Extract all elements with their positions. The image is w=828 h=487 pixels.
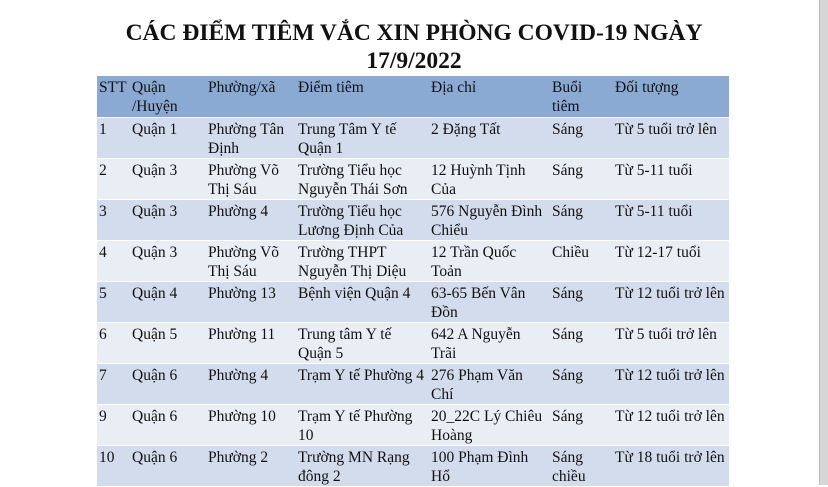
- cell-address: 576 Nguyễn Đình Chiểu: [429, 200, 550, 241]
- cell-session: Sáng: [550, 405, 613, 446]
- cell-session: Sáng: [550, 282, 613, 323]
- cell-stt: 9: [97, 405, 130, 446]
- cell-target-group: Từ 5 tuổi trở lên: [613, 323, 729, 364]
- cell-district: Quận 3: [130, 200, 206, 241]
- cell-site: Trung Tâm Y tế Quận 1: [296, 118, 429, 159]
- title-line-1: CÁC ĐIỂM TIÊM VẮC XIN PHÒNG COVID-19 NGÀY: [125, 20, 703, 46]
- cell-session: Sáng: [550, 200, 613, 241]
- cell-ward: Phường 4: [206, 200, 296, 241]
- cell-ward: Phường Võ Thị Sáu: [206, 241, 296, 282]
- cell-session: Sáng: [550, 159, 613, 200]
- header-site: Điểm tiêm: [296, 76, 429, 118]
- cell-site: Trạm Y tế Phường 10: [296, 405, 429, 446]
- table-header-row: [97, 76, 729, 118]
- cell-stt: 1: [97, 118, 130, 159]
- cell-session: Sáng: [550, 118, 613, 159]
- cell-ward: Phường 4: [206, 364, 296, 405]
- header-session: Buổi tiêm: [550, 76, 613, 118]
- cell-ward: Phường 11: [206, 323, 296, 364]
- cell-site: Trung tâm Y tế Quận 5: [296, 323, 429, 364]
- cell-stt: 5: [97, 282, 130, 323]
- cell-stt: 10: [97, 446, 130, 487]
- table-row: [97, 323, 729, 364]
- cell-site: Trạm Y tế Phường 4: [296, 364, 429, 405]
- cell-address: 642 A Nguyễn Trãi: [429, 323, 550, 364]
- header-address: Địa chỉ: [429, 76, 550, 118]
- cell-target-group: Từ 12 tuổi trở lên: [613, 282, 729, 323]
- cell-target-group: Từ 12 tuổi trở lên: [613, 364, 729, 405]
- cell-session: Sáng: [550, 364, 613, 405]
- cell-stt: 7: [97, 364, 130, 405]
- table-row: [97, 282, 729, 323]
- cell-district: Quận 6: [130, 405, 206, 446]
- table-row: [97, 405, 729, 446]
- cell-ward: Phường Tân Định: [206, 118, 296, 159]
- cell-district: Quận 6: [130, 364, 206, 405]
- cell-address: 2 Đặng Tất: [429, 118, 550, 159]
- cell-session: Sáng: [550, 323, 613, 364]
- cell-site: Trường MN Rạng đông 2: [296, 446, 429, 487]
- cell-site: Trường Tiểu học Lương Định Của: [296, 200, 429, 241]
- cell-stt: 3: [97, 200, 130, 241]
- cell-district: Quận 3: [130, 159, 206, 200]
- cell-address: 12 Trần Quốc Toản: [429, 241, 550, 282]
- cell-site: Bệnh viện Quận 4: [296, 282, 429, 323]
- cell-target-group: Từ 12 tuổi trở lên: [613, 405, 729, 446]
- table-row: [97, 200, 729, 241]
- cell-target-group: Từ 5-11 tuổi: [613, 159, 729, 200]
- cell-district: Quận 1: [130, 118, 206, 159]
- table-row: [97, 364, 729, 405]
- cell-stt: 6: [97, 323, 130, 364]
- cell-address: 276 Phạm Văn Chí: [429, 364, 550, 405]
- cell-ward: Phường 2: [206, 446, 296, 487]
- cell-stt: 4: [97, 241, 130, 282]
- cell-target-group: Từ 18 tuổi trở lên: [613, 446, 729, 487]
- cell-ward: Phường 13: [206, 282, 296, 323]
- cell-session: Sáng chiều: [550, 446, 613, 487]
- cell-ward: Phường 10: [206, 405, 296, 446]
- cell-district: Quận 5: [130, 323, 206, 364]
- table-row: [97, 446, 729, 487]
- cell-session: Chiều: [550, 241, 613, 282]
- cell-district: Quận 3: [130, 241, 206, 282]
- cell-site: Trường Tiểu học Nguyễn Thái Sơn: [296, 159, 429, 200]
- page-title: [0, 19, 828, 75]
- cell-target-group: Từ 5 tuổi trở lên: [613, 118, 729, 159]
- header-stt: STT: [97, 76, 130, 118]
- table-row: [97, 118, 729, 159]
- header-ward: Phường/xã: [206, 76, 296, 118]
- cell-address: 12 Huỳnh Tịnh Của: [429, 159, 550, 200]
- table-row: [97, 241, 729, 282]
- cell-site: Trường THPT Nguyễn Thị Diệu: [296, 241, 429, 282]
- cell-address: 100 Phạm Đình Hổ: [429, 446, 550, 487]
- cell-address: 20_22C Lý Chiêu Hoàng: [429, 405, 550, 446]
- header-district: Quận /Huyện: [130, 76, 206, 118]
- title-line-2: 17/9/2022: [366, 48, 462, 74]
- cell-ward: Phường Võ Thị Sáu: [206, 159, 296, 200]
- vaccination-sites-table: [97, 76, 729, 487]
- cell-district: Quận 6: [130, 446, 206, 487]
- cell-target-group: Từ 5-11 tuổi: [613, 200, 729, 241]
- cell-district: Quận 4: [130, 282, 206, 323]
- table-row: [97, 159, 729, 200]
- cell-target-group: Từ 12-17 tuổi: [613, 241, 729, 282]
- cell-address: 63-65 Bến Vân Đồn: [429, 282, 550, 323]
- cell-stt: 2: [97, 159, 130, 200]
- header-target-group: Đối tượng: [613, 76, 729, 118]
